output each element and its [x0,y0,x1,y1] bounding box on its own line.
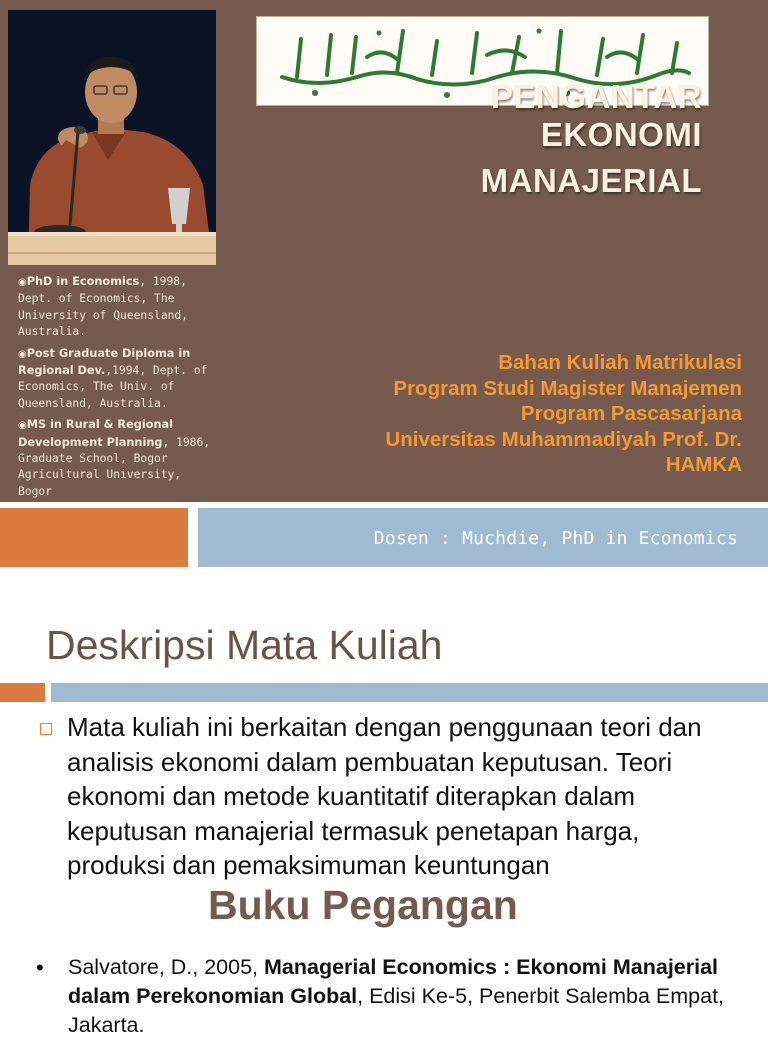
title-line-1: PENGANTAR [490,78,702,115]
course-description [40,710,740,883]
credential-ms: ◉MS in Rural & Regional Development Planning, 1986, Graduate School, Bogor Agricultural University, Bogor [18,418,211,498]
slide-title [342,78,702,204]
blue-divider [51,683,768,702]
course-line-1: Bahan Kuliah Matrikulasi [498,351,742,374]
title-line-3: MANAJERIAL [480,162,702,199]
title-line-2: EKONOMI [540,116,702,153]
orange-accent-bar [0,508,188,567]
bullet-icon: • [36,955,44,980]
credential-diploma: ◉Post Graduate Diploma in Regional Dev.,1994, Dept. of Economics, The Univ. of Queensland, Australia. [18,346,208,410]
lecturer-photo [8,10,216,265]
title-slide [0,0,768,502]
credential-phd: ◉PhD in Economics, 1998, Dept. of Economics, The University of Queensland, Australia. [18,275,189,339]
circle-bullet-icon: ◉ [18,420,27,432]
textbook-heading: Buku Pegangan [208,882,518,928]
course-info [272,350,742,478]
textbook-entry [36,953,736,1040]
course-line-3: Program Pascasarjana [520,402,742,426]
textbook-title: Managerial Economics : Ekonomi Manajerial dalam Perekonomian Global [68,955,719,1008]
course-line-2: Program Studi Magister Manajemen [393,376,742,400]
course-line-4: Universitas Muhammadiyah Prof. Dr. [385,427,742,451]
section-title: Deskripsi Mata Kuliah [46,622,443,668]
circle-bullet-icon: ◉ [18,348,27,360]
description-text: Mata kuliah ini berkaitan dengan penggunaan teori dan analisis ekonomi dalam pembuatan keputusan. Teori ekonomi dan metode kuantitatif diterapkan dalam keputusan manajerial termasuk penetapan harga, produksi dan pemaksimuman keuntungan [67,712,702,880]
circle-bullet-icon: ◉ [18,277,27,288]
lecturer-name: Dosen : Muchdie, PhD in Economics [373,528,738,549]
course-line-5: HAMKA [665,453,742,477]
orange-divider [0,683,45,702]
square-bullet-icon [40,723,52,735]
description-slide [0,600,768,1037]
textbook-citation: Salvatore, D., 2005, Managerial Economics : Ekonomi Manajerial dalam Perekonomian Global, Edisi Ke-5, Penerbit Salemba Empat, Jakarta. [68,955,725,1037]
lecturer-credentials [18,274,218,505]
